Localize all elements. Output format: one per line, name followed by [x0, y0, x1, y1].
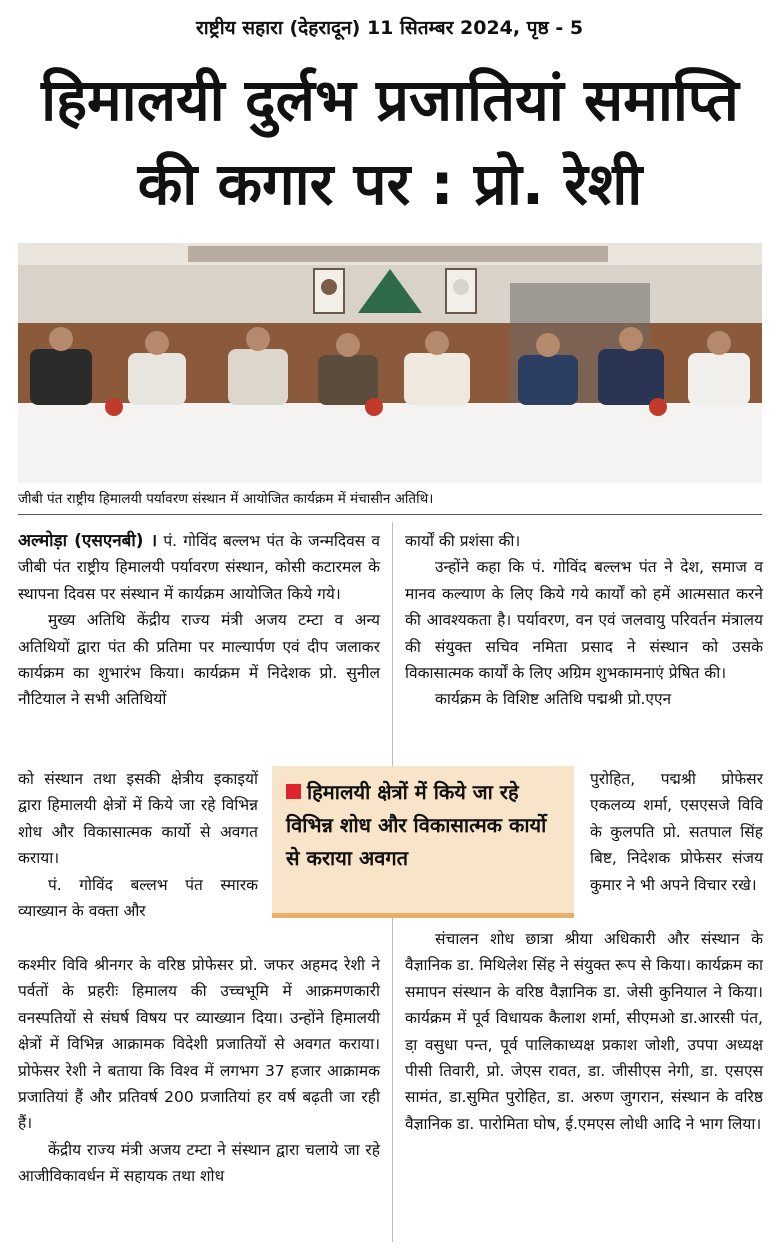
paragraph: कार्यक्रम के विशिष्ट अतिथि पद्मश्री प्रो.एएन	[435, 690, 672, 709]
article-left-top	[18, 528, 380, 713]
headline	[10, 58, 770, 226]
lead-text: पं. गोविंद बल्लभ पंत के जन्मदिवस व जीबी पंत राष्ट्रीय हिमालयी पर्यावरण संस्थान, कोसी कटारमल के स्थापना दिवस पर संस्थान में कार्यक्रम आयोजित किये गये।	[18, 532, 380, 603]
article-left-bottom	[18, 952, 380, 1190]
paragraph: कार्यों की प्रशंसा की।	[405, 532, 521, 550]
event-photo	[18, 243, 762, 483]
article-right-top	[405, 528, 763, 713]
article-left-narrow	[18, 766, 258, 924]
headline-line-1: हिमालयी दुर्लभ प्रजातियां समाप्ति	[41, 66, 739, 134]
article-right-bottom	[405, 926, 763, 1137]
paragraph: को संस्थान तथा इसकी क्षेत्रीय इकाइयों द्वारा हिमालयी क्षेत्रों में किये जा रहे विभिन्न शोध और विकासात्मक कार्यो से अवगत कराया।	[18, 770, 258, 868]
red-square-bullet	[286, 784, 301, 799]
dateline: अल्मोड़ा (एसएनबी) ।	[18, 531, 158, 551]
article-right-narrow	[590, 766, 763, 898]
pull-quote-text: हिमालयी क्षेत्रों में किये जा रहे विभिन्न शोध और विकासात्मक कार्यो से कराया अवगत	[286, 780, 547, 870]
pull-quote	[272, 766, 574, 918]
paragraph: पं. गोविंद बल्लभ पंत स्मारक व्याख्यान के वक्ता और	[18, 875, 258, 921]
paragraph: पुरोहित, पद्मश्री प्रोफेसर एकलव्य शर्मा, एसएसजे विवि के कुलपति प्रो. सतपाल सिंह बिष्ट, निदेशक प्रोफेसर संजय कुमार ने भी अपने विचार रखे।	[590, 770, 763, 894]
paragraph: केंद्रीय राज्य मंत्री अजय टम्टा ने संस्थान द्वारा चलाये जा रहे आजीविकावर्धन में सहायक तथा शोध	[18, 1140, 380, 1186]
masthead: राष्ट्रीय सहारा (देहरादून) 11 सितम्बर 2024, पृष्ठ - 5	[195, 17, 584, 39]
paragraph: उन्होंने कहा कि पं. गोविंद बल्लभ पंत ने देश, समाज व मानव कल्याण के लिए किये गये कार्यों को हमें आत्मसात करने की आवश्यकता है। पर्यावरण, वन एवं जलवायु परिवर्तन मंत्रालय की संयुक्त सचिव नमिता प्रसाद ने संस्थान को उसके विकासात्मक कार्यों के लिए अग्रिम शुभकामनाएं प्रेषित की।	[405, 558, 763, 683]
lead-paragraph	[18, 528, 380, 607]
paragraph: मुख्य अतिथि केंद्रीय राज्य मंत्री अजय टम्टा व अन्य अतिथियों द्वारा पंत की प्रतिमा पर माल्यार्पण एवं दीप जलाकर कार्यक्रम का शुभारंभ किया। कार्यक्रम में निदेशक प्रो. सुनील नौटियाल ने सभी अतिथियों	[18, 611, 380, 709]
paragraph: संचालन शोध छात्रा श्रीया अधिकारी और संस्थान के वैज्ञानिक डा. मिथिलेश सिंह ने संयुक्त रूप से किया। कार्यक्रम का समापन संस्थान के वरिष्ठ वैज्ञानिक डा. जेसी कुनियाल ने किया। कार्यक्रम में पूर्व विधायक कैलाश शर्मा, सीएमओ डा.आरसी पंत, डा़ वसुधा पन्त, पूर्व पालिकाध्यक्ष प्रकाश जोशी, उपपा अध्यक्ष पीसी तिवारी, प्रो. जेएस रावत, डा. जीसीएस नेगी, डा. एसएस सामंत, डा.सुमित पुरोहित, डा. अरुण जुगरान, संस्थान के वरिष्ठ वैज्ञानिक डा. पारोमिता घोष, ई.एमएस लोधी आदि ने भाग लिया।	[405, 930, 763, 1133]
headline-line-2: की कगार पर : प्रो. रेशी	[137, 150, 643, 218]
photo-caption: जीबी पंत राष्ट्रीय हिमालयी पर्यावरण संस्थान में आयोजित कार्यक्रम में मंचासीन अतिथि।	[18, 488, 762, 515]
paragraph: कश्मीर विवि श्रीनगर के वरिष्ठ प्रोफेसर प्रो. जफर अहमद रेशी ने पर्वतों के प्रहरीः हिमालय की उच्चभूमि में आक्रमणकारी वनस्पतियों से संघर्ष विषय पर व्याख्यान दिया। उन्होंने हिमालयी क्षेत्रों में विभिन्न आक्रामक विदेशी प्रजातियों से अवगत कराया। प्रोफेसर रेशी ने बताया कि विश्व में लगभग 37 हजार आक्रामक प्रजातियां हैं और प्रतिवर्ष 200 प्रजातियां हर वर्ष बढ़ती जा रही हैं।	[18, 956, 380, 1133]
